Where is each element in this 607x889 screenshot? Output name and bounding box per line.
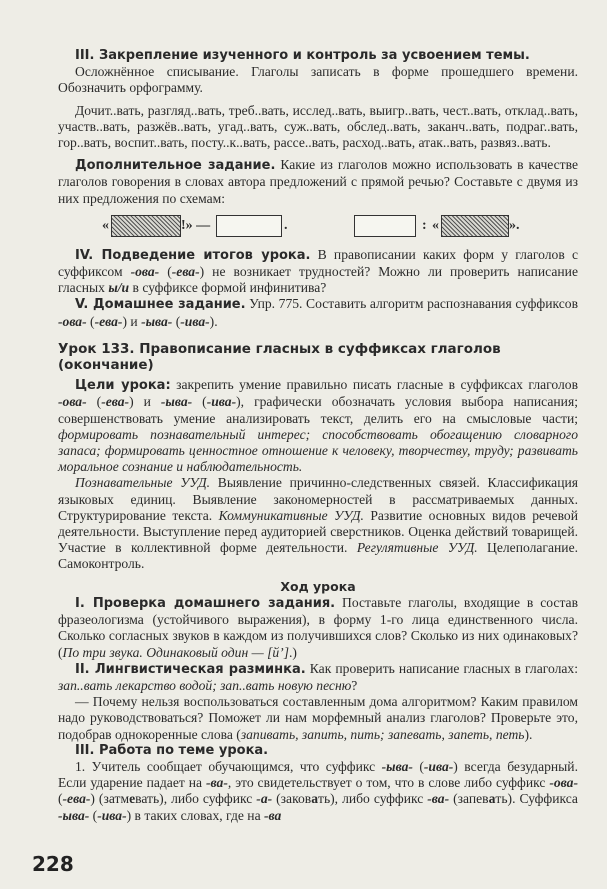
scheme-2-close-quote: ». bbox=[509, 217, 520, 233]
regulatory-uud-label: Регулятивные УУД. bbox=[356, 540, 478, 556]
warmup bbox=[58, 661, 578, 694]
suffix-iva: -ива- bbox=[206, 394, 237, 410]
step-1-text: 1. Учитель сообщает обучающимся, что суффикс bbox=[75, 758, 382, 774]
step-1-text: ( bbox=[58, 791, 63, 807]
letters-y-i: ы/и bbox=[108, 280, 130, 296]
warmup-examples: зап..вать лекарство водой; зап..вать новую песню bbox=[58, 677, 352, 693]
scheme-1-author-box bbox=[216, 215, 282, 237]
suffix-eva: -ева- bbox=[101, 394, 130, 410]
stressed-letter: е bbox=[129, 791, 136, 807]
goals-text: ( bbox=[192, 394, 207, 410]
suffix-iva: -ива- bbox=[180, 313, 210, 329]
uud-block bbox=[58, 475, 578, 572]
suffix-iva: -ива- bbox=[423, 758, 454, 774]
lesson-goals bbox=[58, 377, 578, 475]
scheme-1-period: . bbox=[284, 217, 288, 233]
homework-check-text: .) bbox=[289, 644, 297, 660]
goals-text: ) и bbox=[129, 394, 161, 410]
lesson-title: Урок 133. Правописание гласных в суффиксах глаголов (окончание) bbox=[58, 340, 501, 374]
suffix-ova: -ова- bbox=[549, 775, 578, 791]
step-1-text: ) в таких словах, где на bbox=[126, 807, 265, 823]
extra-task bbox=[58, 157, 578, 207]
section-4-label: IV. Подведение итогов урока. bbox=[75, 247, 311, 263]
suffix-ova: -ова- bbox=[58, 394, 87, 410]
section-5-label: V. Домашнее задание. bbox=[75, 297, 246, 313]
section-5-text: ) и bbox=[122, 313, 142, 329]
goals-text: ( bbox=[86, 394, 102, 410]
step-1-text: ( bbox=[412, 758, 424, 774]
goals-text: ), графически обозначать условия выбора написания; совершенствовать умение анализировать текст, делить его на смысловые части; bbox=[58, 394, 578, 426]
scheme-1-open-quote: « bbox=[102, 217, 109, 233]
scheme-1-direct-speech-box bbox=[111, 215, 181, 237]
suffix-ova: -ова- bbox=[58, 313, 87, 329]
section-5-text: ( bbox=[86, 313, 95, 329]
suffix-yva: -ыва- bbox=[141, 313, 173, 329]
extra-task-text: Какие из глаголов можно использовать в качестве глаголов говорения в словах автора предложений с прямой речью? Составьте с двумя из них предложения по схемам: bbox=[58, 157, 578, 206]
communicative-uud-text: Развитие основных видов речевой деятельности. Выступление перед аудиторией сверстников. Оценка действий товарищей. Участие в коллективной форме деятельности. bbox=[58, 507, 578, 556]
section-4-text: ) не возникает трудностей? Можно ли проверить написание гласных bbox=[58, 264, 578, 296]
homework-check-label: I. Проверка домашнего задания. bbox=[75, 595, 336, 611]
cognitive-uud-label: Познавательные УУД. bbox=[75, 475, 211, 491]
step-1-text: ( bbox=[89, 807, 98, 823]
speech-schemes bbox=[58, 215, 578, 241]
scheme-2-colon: : bbox=[422, 217, 427, 233]
goals-text: закрепить умение правильно писать гласные в суффиксах глаголов bbox=[170, 377, 578, 393]
regulatory-uud-text: Целеполагание. Самоконтроль. bbox=[58, 540, 579, 572]
communicative-uud-label: Коммуникативные УУД. bbox=[218, 507, 364, 523]
suffix-a: -а- bbox=[256, 791, 273, 807]
section-3-instruction: Осложнённое списывание. Глаголы записать в форме прошедшего времени. Обозначить орфограмму. bbox=[58, 64, 578, 96]
suffix-yva: -ыва- bbox=[160, 394, 193, 410]
dialog-words: запивать, запить, пить; запевать, запеть, петь bbox=[240, 726, 525, 742]
work-heading: III. Работа по теме урока. bbox=[75, 742, 269, 758]
section-5-text: ( bbox=[172, 313, 181, 329]
section-5-text: ). bbox=[209, 313, 218, 329]
suffix-va: -ва- bbox=[206, 775, 228, 791]
page-number: 228 bbox=[32, 852, 74, 876]
section-4-text: В правописании каких форм у глаголов с суффиксом bbox=[58, 246, 578, 280]
scheme-2-direct-speech-box bbox=[441, 215, 509, 237]
suffix-va: -ва- bbox=[427, 791, 450, 807]
stressed-letter: а bbox=[311, 791, 319, 807]
step-1-text: (запев bbox=[449, 791, 489, 807]
warmup-label: II. Лингвистическая разминка. bbox=[75, 661, 306, 677]
section-4-text: ( bbox=[159, 264, 172, 280]
step-1-text: вать), либо суффикс bbox=[135, 791, 257, 807]
section-4-text: в суффиксе формой инфинитива? bbox=[129, 280, 327, 296]
step-1-text: , это свидетельствует о том, что в слове либо суффикс bbox=[227, 775, 550, 791]
homework-check-answer: По три звука. Одинаковый один — [й’] bbox=[62, 644, 289, 660]
scheme-2-author-box bbox=[354, 215, 416, 237]
extra-task-label: Дополнительное задание. bbox=[75, 158, 276, 174]
step-1-text: ть), либо суффикс bbox=[318, 791, 428, 807]
warmup-text: Как проверить написание гласных в глаголах: bbox=[305, 660, 578, 676]
suffix-iva: -ива- bbox=[97, 807, 127, 823]
step-1-text: ) всегда безударный. Если ударение падает на bbox=[58, 758, 578, 791]
suffix-eva: -ева- bbox=[171, 264, 200, 280]
suffix-yva: -ыва- bbox=[381, 758, 413, 774]
suffix-eva: -ева- bbox=[62, 791, 91, 807]
dialog-text: ). bbox=[524, 726, 533, 742]
dialog bbox=[58, 694, 578, 743]
scheme-2-open-quote: « bbox=[432, 217, 439, 233]
word-exercise: Дочит..вать, разгляд..вать, треб..вать, исслед..вать, выигр..вать, чест..вать, отклад..вать, участв..вать, разжёв..вать, угад..вать, суж..вать, обслед..вать, заканч..вать, подраг..вать, гор..вать, воспит..вать, посту..к..вать, рассе..вать, расход..вать, атак..вать, развяз..вать. bbox=[58, 102, 578, 151]
stressed-letter: а bbox=[488, 791, 496, 807]
scheme-1-exclaim-dash: !» — bbox=[181, 217, 211, 233]
section-4 bbox=[58, 247, 578, 297]
step-1-text: ) (затм bbox=[90, 791, 130, 807]
step-1-text: ть). Суффикса bbox=[495, 791, 578, 807]
cognitive-uud-text: Выявление причинно-следственных связей. Классификация языковых единиц. Выявление закономерностей в рассматриваемых данных. Структурирование текста. bbox=[58, 475, 579, 523]
suffix-eva: -ева- bbox=[94, 313, 123, 329]
suffix-va: -ва bbox=[264, 807, 282, 823]
goals-italic-text: формировать познавательный интерес; способствовать обогащению словарного запаса; формировать ценностное отношение к человеку, творчеству, труду; развивать моральное сознание и наблюдательность. bbox=[58, 426, 578, 475]
goals-label: Цели урока: bbox=[75, 378, 171, 394]
dialog-text: — Почему нельзя воспользоваться составленным дома алгоритмом? Каким правилом надо руководствоваться? Поможет ли нам морфемный анализ глаголов? Проверьте это, подобрав однокоренные слова ( bbox=[58, 694, 578, 742]
homework-check bbox=[58, 595, 578, 661]
section-3-block bbox=[58, 48, 578, 824]
section-5 bbox=[58, 296, 578, 329]
suffix-yva: -ыва- bbox=[58, 807, 90, 823]
course-heading: Ход урока bbox=[280, 578, 356, 594]
suffix-ova: -ова- bbox=[130, 264, 160, 280]
section-5-text: Упр. 775. Составить алгоритм распознавания суффиксов bbox=[245, 296, 578, 312]
step-1 bbox=[58, 759, 578, 824]
warmup-text: ? bbox=[351, 677, 358, 693]
section-3-heading: III. Закрепление изученного и контроль за усвоением темы. bbox=[75, 48, 530, 63]
homework-check-text: Поставьте глаголы, входящие в состав фразеологизма (устойчивого выражения), в форму 1-го лица единственного числа. Сколько согласных звуков в каждом из получившихся слов? Сколько из них одинаковых? ( bbox=[58, 594, 578, 660]
step-1-text: (заков bbox=[272, 791, 312, 807]
